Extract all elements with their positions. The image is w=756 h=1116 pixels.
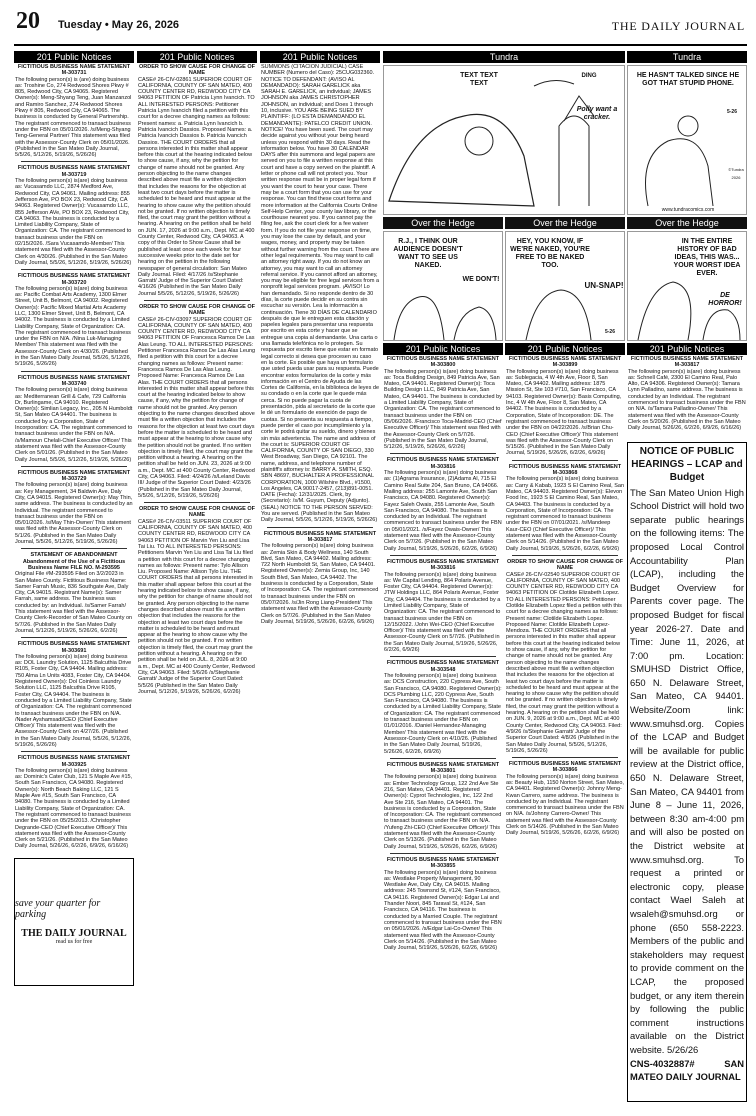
notice-title: FICTITIOUS BUSINESS NAME STATEMENT M-303817 xyxy=(630,356,744,369)
notice-title: FICTITIOUS BUSINESS NAME STATEMENT M-303816 xyxy=(386,457,500,470)
notice-title: ORDER TO SHOW CAUSE FOR CHANGE OF NAME xyxy=(506,558,623,572)
column-5-notices xyxy=(505,355,625,841)
notice-title: FICTITIOUS BUSINESS NAME STATEMENT M-303866 xyxy=(508,761,622,774)
notice-body: The following person(s) is(are) doing business as: Pacific Combat Arts Academy, 1300 Elmer Street, Unit B, Belmont, CA 94002. Registered Owner(s): Pacific Mixed Martial Arts Academy LLC, 1300 Elmer Street, Unit B, Belmont, CA 94002. The business is conducted by a Limited Liability Company, State of Organization: CA. The registrant commenced to transact business under the FBN on N/A. /Nina Luk-Managing Member/ This statement was filed with the Assessor-County Clerk on 4/30/26. (Published in the San Mateo Daily Journal, 5/5/26, 5/12/26, 5/19/26, 5/26/26) xyxy=(15,285,132,368)
notice-body: The following person(s) is(are) doing business as: Beauty Hub, 1150 Norton Street, San Mateo, CA 94401. Registered Owner(s): Johnny Meng-Kwan Carrero, same address. The business is conducted by an Individual. The registrant commenced to transact business under the FBN on N/A. /s/Johnny Carrero-Owner/ This statement was filed with the Assessor-County Clerk on 5/14/26. (Published in the San Mateo Daily Journal, 5/19/26, 5/26/26, 6/2/26, 6/9/26) xyxy=(506,773,624,837)
hedge-header-3: Over the Hedge xyxy=(627,217,747,229)
tundra-credit: ©Tundra 2026 xyxy=(728,167,744,180)
notice-title: ORDER TO SHOW CAUSE FOR CHANGE OF NAME xyxy=(138,303,255,317)
tundra2-drawing xyxy=(628,66,747,215)
notice-body: The following person(s) is(are) doing business as: Carry & Kabab, 1923 S El Camino Real, San Mateo, CA 94403. Registered Owner(s): Elevon Food Inc, 1923 S El Camino Real, San Mateo, CA 94403. The business is conducted by a Corporation, State of Incorporation: CA. The registrant commenced to transact business under the FBN on 07/01/2021. /s/Mandeep Kaur-CEO (Chief Executive Officer)/ This statement was filed with the Assessor-County Clerk on 5/14/26. (Published in the San Mateo Daily Journal, 5/19/26, 5/26/26, 6/2/26, 6/9/26) xyxy=(506,476,625,552)
notice-title: STATEMENT OF ABANDONMENT Abandonment of the Use of a Fictitious Business Name FILE NO. M-293595 xyxy=(22,552,126,571)
notice-title: FICTITIOUS BUSINESS NAME STATEMENT M-303720 xyxy=(17,273,131,286)
notice-separator xyxy=(390,555,496,556)
notice-title: FICTITIOUS BUSINESS NAME STATEMENT M-303800 xyxy=(386,356,500,369)
notice-body: The following person(s) is(are) doing business as: Ember Technology Group, 122 2nd Ave Ste 216, San Mateo, CA 94401. Registered Owner(s): Cyprot Technologies, Inc, 122 2nd Ave Ste 216, San Mateo, CA 94401. The business is conducted by a Corporation, State of Incorporation: CA. The registrant commenced to transact business under the FBN on N/A. /Yufeng Zhi-CEO (Chief Executive Officer)/ This statement was filed with the Assessor-County Clerk on 5/13/26. (Published in the San Mateo Daily Journal, 5/19/26, 5/26/26, 6/2/26, 6/9/26) xyxy=(384,774,502,850)
hedge-panel-1 xyxy=(383,231,503,341)
notice-separator xyxy=(267,527,373,528)
hearing-notice-body: The San Mateo Union High School District will hold two separate public hearings on the following items: The proposed Local Control Accountability Plan (LCAP), including the Budget Overview for Parents cover page. The proposed Budget for fiscal year 2026-27. Date and Time: June 11, 2026, at 7:00 pm. Location: SMUHSD District Office, 650 N. Delaware Street, San Mateo, CA 94401. Website/Zoom link: www.smuhsd.org. Copies of the LCAP and Budget will be available for public review at the District office, 650 N. Delaware Street, San Mateo, CA 94401 from June 8 – June 11, 2026, between 8:30 am-4:00 pm and will also be posted on the District website at www.smuhsd.org. To request a printed or electronic copy, please contact Wael Saleh at wsaleh@smuhsd.org or phone (650 558-2223. Members of the public and stakeholders may request to provide comment on the LCAP, the proposed budget, or any item therein by following the public comment instructions available on the District website. 5/26/26 xyxy=(630,486,744,1055)
tundra-header: Tundra xyxy=(383,51,625,63)
hearing-notice-title: NOTICE OF PUBLIC HEARINGS – LCAP and Budget xyxy=(631,445,743,483)
notice-body: CASE# 26-CIV-02540 SUPERIOR COURT OF CALIFORNIA, COUNTY OF SAN MATEO, 400 COUNTY CENTER RD, REDWOOD CITY CA 94063 PETITION OF Clotilde Elizabeth Lopez. TO ALL INTERESTED PERSONS: Petitioner Clotilde Elizabeth Lopez filed a petition with this court for a decree changing names as follows: Present name: Clotilde Elizabeth Lopez. Proposed Name: Clotilde Elizabeth Lopez-Mendoza. THE COURT ORDERS that all persons interested in this matter shall appear before this court at the hearing indicated below to show cause, if any, why the petition for change of name should not be granted. Any person objecting to the name changes described above must file a written objection that includes the reasons for the objection at least two court days before the matter is scheduled to be heard and must appear at the hearing to show cause why the petition should not be granted. If no written objection is timely filed, the court may grant the petition without a hearing. A hearing on the petition shall be held on JUN. 9, 2026 at 9:00 a.m., Dept. MC at 400 County Center, Redwood City, CA 94063. Filed: 4/9/26 /s/Stephanie Garratt/ Judge of the Superior Court Dated: 4/8/26 (Published in the San Mateo Daily Journal, 5/5/26, 5/12/26, 5/19/26, 5/26/26) xyxy=(506,571,622,754)
notice-body: The following person(s) is(are) doing business as: Zemia Skin & Body Wellness, 140 South Blvd, San Mateo, CA 94402. Mailing address: 722 North Humboldt St, San Mateo, CA 94401. Registered Owner(s): Zemia Group, Inc, 140 South Blvd, San Mateo, CA 94402. The business is conducted by a Corporation, State of Incorporation: CA. The registrant commenced to transact business under the FBN on 05/07/2026. /s/Jin Rong Liang-President/ This statement was filed with the Assessor-County Clerk on 5/7/26. (Published in the San Mateo Daily Journal, 5/19/26, 5/26/26, 6/2/26, 6/9/26) xyxy=(261,543,379,625)
notice-body: The following person(s) is(are) doing business as: (1)Agrama Insurance, (2)Adams Al, 715 El Camino Real Suite 204, San Bruno, CA 94066. Mailing address: 255 Lamonte Ave, South San Francisco, CA 94080. Registered Owner(s): Fayez Saleh Owais, 255 Lamonte Ave, South San Francisco, CA 94080. The business is conducted by an Individual. The registrant commenced to transact business under the FBN on 05/01/2021. /s/Fayez Owais-Owner/ This statement was filed with the Assessor-County Clerk on 5/7/26. (Published in the San Mateo Daily Journal, 5/19/26, 5/26/26, 6/2/26, 6/9/26) xyxy=(384,470,502,552)
section-header: 201 Public Notices xyxy=(505,343,625,355)
hearing-notice-footer: CNS-4032887# SAN MATEO DAILY JOURNAL xyxy=(630,1057,744,1083)
hedge-header-2: Over the Hedge xyxy=(505,217,625,229)
notice-title: FICTITIOUS BUSINESS NAME STATEMENT M-303729 xyxy=(17,469,131,483)
page-header xyxy=(14,6,747,46)
tundra-comic-2 xyxy=(627,65,747,215)
notice-separator xyxy=(512,757,618,758)
notice-body: The following person(s) is(are) doing business as: Key Management, 34 Baldwin Ave, Daly City, CA 94015. Registered Owner(s): May Thin, same address. The business is conducted by an Individual. The registrant commenced to transact business under the FBN on 05/01/2026. /s/May Thin-Owner/ This statement was filed with the Assessor-County Clerk on 5/1/26. (Published in the San Mateo Daily Journal, 5/5/26, 5/12/26, 5/19/26, 5/26/26) xyxy=(15,482,133,546)
hedge2-sound: UN-SNAP! xyxy=(584,281,624,290)
section-header: 201 Public Notices xyxy=(14,51,134,63)
column-5 xyxy=(505,343,625,1106)
notice-title: FICTITIOUS BUSINESS NAME STATEMENT M-303816 xyxy=(386,558,500,572)
tundra1-speech: TEXT TEXT TEXT xyxy=(460,72,498,87)
notice-title: FICTITIOUS BUSINESS NAME STATEMENT M-303899 xyxy=(508,356,622,369)
notice-separator xyxy=(512,555,618,556)
parking-ad xyxy=(14,858,134,986)
notice-body: SUMMONS (CITACION JUDICIAL) CASE NUMBER (Numero del Caso): 25CUG032360. NOTICE TO DEFENDANT: (AVISO AL DEMANDADO): SARAH GARELICK aka SARAH E. GARELICK, an individual; JAMES JOHNSON aka JAMES CHRISTOPHER JOHNSON, an individual; and Does 1 through 10, inclusive. YOU ARE BEING SUED BY PLAINTIFF: (LO ESTA DEMANDANDO EL DEMANDANTE): PATELCO CREDIT UNION. NOTICE! You have been sued. The court may decide against you without your being heard unless you respond within 30 days. Read the information below. You have 30 CALENDAR DAYS after this summons and legal papers are served on you to file a written response at this court and have a copy served on the plaintiff. A letter or phone call will not protect you. Your written response must be in proper legal form if you want the court to hear your case. There may be a court form that you can use for your response. You can find these court forms and more information at the California Courts Online Self-Help Center, your county law library, or the courthouse nearest you. If you cannot pay the filing fee, ask the court clerk for a fee waiver form. If you do not file your response on time, you may lose the case by default, and your wages, money, and property may be taken without further warning from the court. There are other legal requirements. You may want to call an attorney right away. If you do not know an attorney, you may want to call an attorney referral service. If you cannot afford an attorney, you may be eligible for free legal services from a nonprofit legal services program. ¡AVISO! Lo han demandado. Si no responde dentro de 30 días, la corte puede decidir en su contra sin escuchar su versión. Lea la información a continuación. Tiene 30 DÍAS DE CALENDARIO después de que le entreguen esta citación y papeles legales para presentar una respuesta por escrito en esta corte y hacer que se entregue una copia al demandante. Una carta o una llamada telefónica no lo protegen. Su respuesta por escrito tiene que estar en formato legal correcto si desea que procesen su caso en la corte. Es posible que haya un formulario que usted pueda usar para su respuesta. Puede encontrar estos formularios de la corte y más información en el Centro de Ayuda de las Cortes de California, en la biblioteca de leyes de su condado o en la corte que le quede más cerca. Si no puede pagar la cuota de presentación, pida al secretario de la corte que le dé un formulario de exención de pago de cuotas. Si no presenta su respuesta a tiempo, puede perder el caso por incumplimiento y la corte le podrá quitar su sueldo, dinero y bienes sin más advertencia. The name and address of the court is: SUPERIOR COURT OF CALIFORNIA, COUNTY OF SAN DIEGO, 330 West Broadway, San Diego, CA 92101. The name, address, and telephone number of plaintiff's attorney is: BARRY A. SMITH, ESQ. SBN 48697, BUCHALTER A PROFESSIONAL CORPORATION, 1000 Wilshire Blvd., #1500, Los Angeles, CA 90017-2457, (213)891-0051. DATE (Fecha): 12/31/2025. Clerk, by (Secretario): /s/M. Guyum, Deputy (Adjunto). (SEAL) NOTICE TO THE PERSON SERVED: You are served. (Published in the San Mateo Daily Journal, 5/5/26, 5/12/26, 5/19/26, 5/26/26) xyxy=(261,64,380,524)
notice-separator xyxy=(390,656,496,657)
section-header: 201 Public Notices xyxy=(137,51,257,63)
notice-title: FICTITIOUS BUSINESS NAME STATEMENT M-303855 xyxy=(386,856,500,870)
notice-separator xyxy=(512,460,618,461)
section-header: 201 Public Notices xyxy=(627,343,747,355)
notice-title: FICTITIOUS BUSINESS NAME STATEMENT M-303925 xyxy=(17,755,131,768)
tundra-drawing xyxy=(384,66,625,215)
notice-body: CASE# 26-CIV-02861 SUPERIOR COURT OF CALIFORNIA, COUNTY OF SAN MATEO, 400 COUNTY CENTER RD, REDWOOD CITY CA 94063 PETITION OF Patricia Lynn Ivancich. TO ALL INTERESTED PERSONS: Petitioner Patricia Lynn Ivancich filed a petition with this court for a decree changing names as follows: Present names: a. Patricia Lynn Ivancich b. Patricia Ivancich Dassios. Proposed Names: a. Patricia Ivancich Dassios b. Patricia Ivancich Dassios. THE COURT ORDERS that all persons interested in this matter shall appear before this court at the hearing indicated below to show cause, if any, why the petition for change of name should not be granted. Any person objecting to the name changes described above must file a written objection that includes the reasons for the objection at least two court days before the matter is scheduled to be heard and must appear at the hearing to show cause why the petition should not be granted. If no written objection is timely filed, the court may grant the petition without a hearing. A hearing on the petition shall be held on JUN. 17, 2026 at 9:00 a.m., Dept. MC at 400 County Center, Redwood City, CA 94063. A copy of this Order to Show Cause shall be published at least once each week for four successive weeks prior to the date set for hearing on the petition in the following newspaper of general circulation: San Mateo Daily Journal. Filed: 4/17/26 /s/Stephanie Garratt/ Judge of the Superior Court Dated: 4/16/26 (Published in the San Mateo Daily Journal 5/5/26, 5/12/26, 5/19/26, 5/26/26) xyxy=(138,76,255,297)
section-header: 201 Public Notices xyxy=(383,343,503,355)
notice-body: The following person(s) is(are) doing business as: DCS Construction, 220 Cypress Ave, South San Francisco, CA 94080. Registered Owner(s): DCS Plumbing LLC, 220 Cypress Ave, South San Francisco, CA 94080. The business is conducted by a Limited Liability Company, State of Organization: CA. The registrant commenced to transact business under the FBN on 01/01/2016. /Daniel Hernandez-Managing Member/ This statement was filed with the Assessor-County Clerk on 4/10/26. (Published in the San Mateo Daily Journal, 5/19/26, 5/26/26, 6/2/26, 6/9/26) xyxy=(384,672,502,755)
tundra2-speech: HE HASN'T TALKED SINCE HE GOT THAT STUPID PHONE. xyxy=(636,72,740,87)
notice-body: The following person(s) is(are) doing business as: Dominic's Cater Club, 121 S Maple Ave #15, South San Francisco, CA 94080. Registered Owner(s): North Beach Baking LLC, 121 S Maple Ave #15, South San Francisco, CA 94080. The business is conducted by a Limited Liability Company, State of Organization: CA. The registrant commenced to transact business under the FBN on 05/25/2013. /Christopher Degrande-CEO (Chief Executive Officer)/ This statement was filed with the Assessor-County Clerk on 5/21/26. (Published in the San Mateo Daily Journal, 5/26/26, 6/2/26, 6/9/26, 6/16/26) xyxy=(15,767,133,850)
column-2-notices xyxy=(137,63,257,699)
hedge-panel-3 xyxy=(627,231,747,341)
notice-separator xyxy=(21,751,127,752)
section-header: 201 Public Notices xyxy=(260,51,380,63)
tundra2-date: 5-26 xyxy=(726,109,737,115)
notice-separator xyxy=(390,853,496,854)
notice-body: The following person(s) is (are) doing business as: Troshine Co, 274 Redwood Shores Pkwy # 805, Redwood City, CA 94065. Registered Owner(s): Meng-Shyang Teng, Juan Manzanzol and Ramiro Sanchez, 274 Redwood Shores Pkwy # 805, Redwood City, CA 94065. The business is conducted by General Partnership. The registrant commenced to transact business under the FBN on 05/01/2026. /s/Meng-Shyang Teng-General Partner/ This statement was filed with the Assessor-County Clerk on 05/01/2026. (Published in the San Mateo Daily Journal, 5/5/26, 5/12/26, 5/19/26, 5/26/26) xyxy=(15,76,132,159)
notice-title: FICTITIOUS BUSINESS NAME STATEMENT M-303801 xyxy=(386,761,500,775)
newspaper-page xyxy=(14,6,747,1110)
hedge1-reply: WE DON'T! xyxy=(462,276,500,283)
notice-separator xyxy=(21,371,127,372)
notice-body: The following person(s) is(are) doing business as: Vucasamdo LLC, 2874 Medford Ave, Redwood City, CA 94061. Mailing address: 855 Jefferson Ave, PO BOX 23, Redwood City, CA 94063. Registered Owner(s): Vucasamdo LLC, 855 Jefferson AVe, PO BOX 23, Redwood City, CA 94063. The business is conducted by a Limited Liability Company, State of Organization: CA. The registrant commenced to transact business under the FBN on 02/15/2026. /Sara Vucasamdo-Member/ This statement was filed with the Assessor-County Clerk on 4/30/26. (Published in the San Mateo Daily Journal, 5/5/26, 5/12/26, 5/19/26, 5/26/26) xyxy=(15,178,132,266)
hedge2-speech: HEY, YOU KNOW, IF WE'RE NAKED, YOU'RE FREE TO BE NAKED TOO. xyxy=(510,238,590,269)
notice-body: CASE# 26-CIV-03097 SUPERIOR COURT OF CALIFORNIA, COUNTY OF SAN MATEO, 400 COUNTY CENTER RD, REDWOOD CITY CA 94063 PETITION OF Francesca Ramos De Las Alas Leung. TO ALL INTERESTED PERSONS: Petitioner Francesca Ramos De Las Alas Leung filed a petition with this court for a decree changing names as follows: Present name: Francesca Ramos De Las Alas Leung. Proposed Name: Francesca Ramos De Las Alas. THE COURT ORDERS that all persons interested in this matter shall appear before this court at the hearing indicated below to show cause, if any, why the petition for change of name should not be granted. Any person objecting to the name changes described above must file a written objection that includes the reasons for the objection at least two court days before the matter is scheduled to be heard and must appear at the hearing to show cause why the petition should not be granted. If no written objection is timely filed, the court may grant the petition without a hearing. A hearing on the petition shall be held on JUN. 23, 2026 at 9:00 a.m., Dept. MC at 400 County Center, Redwood City, CA 94063. Filed: 4/24/26 /s/Leland Davis III/ Judge of the Superior Court Dated: 4/23/26 (Published in the San Mateo Daily Journal, 5/5/26, 5/12/26, 5/19/26, 5/26/26) xyxy=(138,316,256,499)
public-hearing-notice xyxy=(627,442,747,1102)
notice-body: Original File #M-293595 Filed on 3/2/2023 in San Mateo County. Fictitious Business Name: Samer Farrah Music, 836 Southgate Ave, Daly City, CA 94015. Registrant Name(s): Samer Farrah, same address. The business was conducted by: an Individual. /s/Samer Farrah/ This statement was filed with the Assessor-County Clerk-Recorder of San Mateo County on 5/7/26. (Published in the San Mateo Daily Journal, 5/12/26, 5/19/26, 5/26/26, 6/2/26) xyxy=(15,571,133,634)
notice-title: FICTITIOUS BUSINESS NAME STATEMENT M-303719 xyxy=(17,165,131,178)
notice-separator xyxy=(21,637,127,638)
notice-body: The following person(s) is(are) doing business as: Toca Building Design, 849 Patricia Ave, San Mateo, CA 94401. Registered Owner(s): Toca Building Design LLC, 849 Patricia Ave, San Mateo, CA 94401. The business is conducted by a Limited Liability Company, State of Organization: CA. The registrant commenced to transact business under the FBN on 05/06/2026. /Francisco Toca-Madrid-CEO (Chief Executive Officer)/ This statement was filed with the Assessor-County Clerk on 5/7/26. (Published in the San Mateo Daily Journal, 5/12/26, 5/19/26, 5/26/26, 6/2/26) xyxy=(384,368,502,451)
column-6-notices xyxy=(627,355,747,436)
column-1-notices xyxy=(14,63,134,854)
notice-separator xyxy=(390,453,496,454)
notice-body: The following person(s) is(are) doing business as: Westlake Property Management, 90 Westlake Ave, Daly City, CA 94015. Mailing address: 245 Townsnd St, #124, San Francisco, CA 94116. Registered Owner(s): Edgar Lai and Thander Noori, 845 Taraval St, #124, San Francisco, CA 94116. The business is conducted by a Married Couple. The registrant commenced to transact business under the FBN on 05/01/2026. /s/Edgar Lai-Co-Owner/ This statement was filed with the Assessor-County Clerk on 5/14/26. (Published in the San Mateo Daily Journal, 5/19/26, 5/26/26, 6/2/26, 6/9/26) xyxy=(384,869,502,952)
notice-title: FICTITIOUS BUSINESS NAME STATEMENT M-303740 xyxy=(17,374,131,387)
column-4-notices xyxy=(383,355,503,955)
hedge-header-1: Over the Hedge xyxy=(383,217,503,229)
notice-title: FICTITIOUS BUSINESS NAME STATEMENT M-303548 xyxy=(386,660,500,673)
notice-separator xyxy=(21,466,127,467)
column-3 xyxy=(260,51,380,1106)
notice-body: The following person(s) is(are) doing business as: We Capital Lending, 864 Polaris Avenue, Foster City, CA 94404. Registered Owner(s): JTW Holdings LLC, 864 Polaris Avenue, Foster City, CA 94404. The business is conducted by a Limited Liability Company, State of Organization: CA. The registrant commenced to transact business under the FBN on 12/15/2022. /John Wei-CEO (Chief Executive Officer)/ This statement was filed with the Assessor-County Clerk on 5/7/26. (Published in the San Mateo Daily Journal, 5/19/26, 5/26/26, 6/2/26, 6/9/26) xyxy=(384,571,501,654)
notice-separator xyxy=(21,161,127,162)
hedge2-date: 5-26 xyxy=(604,329,615,335)
notice-title: FICTITIOUS BUSINESS NAME STATEMENT M-303731 xyxy=(17,64,131,77)
page-number: 20 xyxy=(16,8,40,34)
comics-block xyxy=(383,51,747,341)
notice-body: CASE# 26-CIV-03511 SUPERIOR COURT OF CALIFORNIA, COUNTY OF SAN MATEO, 400 COUNTY CENTER RD, REDWOOD CITY CA 94063 PETITION OF Marvin Yen Liu and Lisa Tai Liu. TO ALL INTERESTED PERSONS: Petitioners Marvin Yen Liu and Lisa Tai Liu filed a petition with this court for a decree changing names as follows: Present name: Tylo Allison Liu. Proposed Name: Allison Tylo Liu. THE COURT ORDERS that all persons interested in this matter shall appear before this court at the hearing indicated below to show cause, if any, why the petition for change of name should not be granted. Any person objecting to the name changes described above must file a written objection that includes the reasons for the objection at least two court days before the matter is scheduled to be heard and must appear at the hearing to show cause why the petition should not be granted. If no written objection is timely filed, the court may grant the petition without a hearing. A hearing on the petition shall be held on JUL. 8, 2026 at 9:00 a.m., Dept. MC at 400 County Center, Redwood City, CA 94063. Filed: 5/6/26 /s/Stephanie Garratt/ Judge of the Superior Court Dated: 5/5/26 (Published in the San Mateo Daily Journal, 5/12/26, 5/19/26, 5/26/26, 6/2/26) xyxy=(138,518,255,695)
column-4 xyxy=(383,343,503,1106)
issue-date: Tuesday • May 26, 2026 xyxy=(58,19,180,31)
notice-title: ORDER TO SHOW CAUSE FOR CHANGE OF NAME xyxy=(138,506,255,519)
notice-separator xyxy=(390,758,496,759)
notice-separator xyxy=(21,548,127,549)
notice-separator xyxy=(144,502,250,503)
column-1 xyxy=(14,51,134,1106)
tundra1-sign: DING xyxy=(581,73,597,79)
notice-body: The following person(s) is(are) doing business as: Mediterranean Grill & Cafe, 729 California Dr, Burlingame, CA 94010. Registered Owner(s): Simlian Legacy, Inc., 205 N Humboldt St, San Mateo CA 94401. The business is conducted by a Corporation, State of Incorporation: CA. The registrant commenced to transact business under the FBN on N/A. /s/Mamoun Chelali-Chief Executive Officer/ This statement was filed with the Assessor-County Clerk on 5/01/26. (Published in the San Mateo Daily Journal, 5/5/26, 5/12/26, 5/19/26, 5/26/26) xyxy=(15,387,133,463)
column-6 xyxy=(627,343,747,1106)
notice-body: The following person(s) is(are) doing business as: Schnell Café, 2300 El Camino Real, Palo Alto, CA 94306. Registered Owner(s): Tamara Lynn Palladino, same address. The business is conducted by an Individual. The registrant commenced to transact business under the FBN on N/A. /s/Tamara Palladino-Owner/ This statement was filed with the Assessor-County Clerk on 5/20/26. (Published in the San Mateo Daily Journal, 5/26/26, 6/2/26, 6/9/26, 6/16/26) xyxy=(628,368,746,432)
notice-title: FICTITIOUS BUSINESS NAME STATEMENT M-303868 xyxy=(508,463,622,477)
tundra-comic xyxy=(383,65,625,215)
notice-title: FICTITIOUS BUSINESS NAME STATEMENT M-303691 xyxy=(17,641,131,654)
notice-body: The following person(s) is(are) doing business as: Sublegacia, 4 W 4th Ave, Floor 8, San Mateo, CA 94402. Mailing address: 1875 Mission St, Ste 103 #710, San Francisco, CA 94103. Registered Owner(s): Basis Computing, Inc, 4 W 4th Ave, Floor 8, San Mateo, CA 94402. The business is conducted by a Corporation, State of Incorporation: DE. The registrant commenced to transact business under the FBN on 04/22/2026. /s/Brian Chu-CEO (Chief Executive Officer)/ This statement was filed with the Assessor-County Clerk on 5/15/26. (Published in the San Mateo Daily Journal, 5/19/26, 5/26/26, 6/2/26, 6/9/26) xyxy=(506,368,622,457)
notice-separator xyxy=(21,269,127,270)
hedge1-speech: R.J., I THINK OUR AUDIENCE DOESN'T WANT TO SEE US NAKED. xyxy=(393,238,463,269)
hedge3-reply: DE HORROR! xyxy=(708,292,742,307)
publication-name: THE DAILY JOURNAL xyxy=(611,19,745,33)
column-3-notices xyxy=(260,63,380,629)
ad-masthead: THE DAILY JOURNAL xyxy=(21,928,127,940)
tundra-header-2: Tundra xyxy=(627,51,747,63)
notice-title: FICTITIOUS BUSINESS NAME STATEMENT M-303817 xyxy=(263,530,377,543)
hedge3-speech: IN THE ENTIRE HISTORY OF BAD IDEAS, THIS WAS... YOUR WORST IDEA EVER. xyxy=(673,238,741,277)
ad-slogan: save your quarter for parking xyxy=(15,898,101,921)
column-2 xyxy=(137,51,257,1106)
notice-title: ORDER TO SHOW CAUSE FOR CHANGE OF NAME xyxy=(138,64,255,77)
notice-separator xyxy=(144,300,250,301)
ad-tagline: read us for free xyxy=(55,939,93,946)
tundra-caption: Polly want a cracker. xyxy=(576,106,618,121)
hedge-panel-2 xyxy=(505,231,625,341)
tundra-url: www.tundracomics.com xyxy=(661,207,715,213)
notice-body: The following person(s) is(are) doing business as: DOL Laundry Solution, 1125 Balcuthia Drive R105, Foster City, CA 94404. Mailing address: 750 Alma Ln Units 4083, Foster City, CA 94404. Registered Owner(s): Dol Coinless Laundry Solution LLC, 1125 Balcuthia Drive R105, Foster City, CA 94404. The business is conducted by a Limited Liability Company, State of Organization: CA. The registrant commenced to transact business under the FBN on N/A. /Nader Ayshamsadi/CEO (Chief Executive Officer)/ This statement was filed with the Assessor-County Clerk on 4/27/26. (Published in the San Mateo Daily Journal, 5/5/26, 5/12/26, 5/19/26, 5/26/26) xyxy=(15,653,132,748)
